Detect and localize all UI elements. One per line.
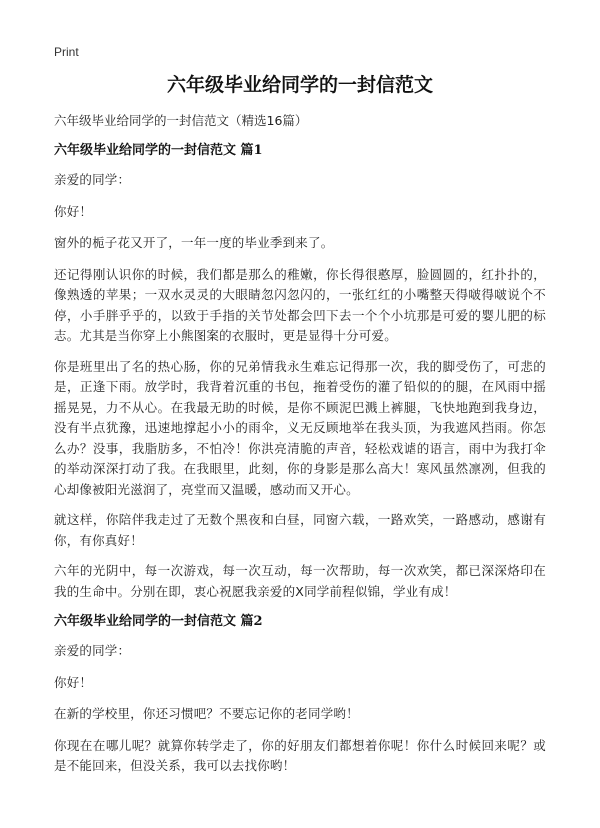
document-title: 六年级毕业给同学的一封信范文 (166, 74, 433, 96)
print-link[interactable]: Print (54, 45, 79, 59)
paragraph: 就这样，你陪伴我走过了无数个黑夜和白昼，同窗六载，一路欢笑，一路感动，感谢有你，有你真好！ (54, 512, 546, 548)
paragraph: 你是班里出了名的热心肠，你的兄弟情我永生难忘记得那一次，我的脚受伤了，可悲的是，正逢下雨。放学时，我背着沉重的书包，拖着受伤的灌了铅似的的腿，在风雨中摇摇晃晃，力不从心。在我最无助的时候，是你不顾泥巴溅上裤腿，飞快地跑到我身边，没有半点犹豫，迅速地撑起小小的雨伞，义无反顾地举在我头顶，为我遮风挡雨。你怎么办？没事，我脂肪多，不怕冷！你洪亮清脆的声音，轻松戏谑的语言，雨中为我打伞的举动深深打动了我。在我眼里，此刻，你的身影是那么高大！寒风虽然凛冽，但我的心却像被阳光滋润了，亮堂而又温暖，感动而又开心。 (54, 358, 546, 497)
paragraph: 六年的光阴中，每一次游戏，每一次互动，每一次帮助，每一次欢笑，都已深深烙印在我的生命中。分别在即，衷心祝愿我亲爱的X同学前程似锦，学业有成！ (54, 563, 546, 599)
section-heading-1: 六年级毕业给同学的一封信范文 篇1 (54, 143, 263, 158)
paragraph: 窗外的栀子花又开了，一年一度的毕业季到来了。 (54, 235, 334, 250)
section-heading-2: 六年级毕业给同学的一封信范文 篇2 (54, 614, 263, 629)
paragraph: 你现在在哪儿呢？就算你转学走了，你的好朋友们都想着你呢！你什么时候回来呢？或是不能回来，但没关系，我可以去找你哟！ (54, 737, 546, 773)
paragraph: 在新的学校里，你还习惯吧？不要忘记你的老同学哟！ (54, 706, 359, 721)
document-subtitle: 六年级毕业给同学的一封信范文（精选16篇） (54, 113, 308, 128)
paragraph: 亲爱的同学： (54, 172, 131, 187)
paragraph: 你好！ (54, 674, 93, 690)
paragraph: 还记得刚认识你的时候，我们都是那么的稚嫩，你长得很憨厚，脸圆圆的，红扑扑的，像熟透的苹果；一双水灵灵的大眼睛忽闪忽闪的，一张红红的小嘴整天得啵得啵说个不停，小手胖乎乎的，以致于手指的关节处都会凹下去一个个小坑那是可爱的婴儿肥的标志。尤其是当你穿上小熊图案的衣服时，更是显得十分可爱。 (54, 266, 546, 343)
paragraph: 亲爱的同学： (54, 643, 131, 658)
paragraph: 你好！ (54, 203, 93, 219)
